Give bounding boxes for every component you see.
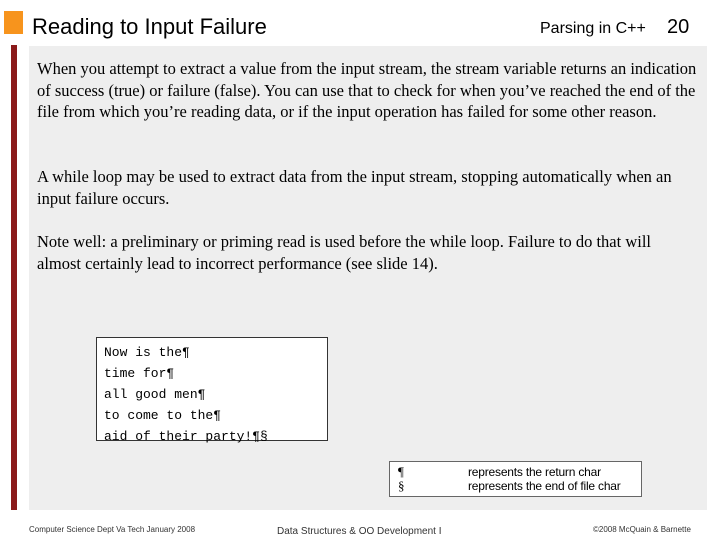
legend-box xyxy=(389,461,642,497)
legend-text-return: represents the return char xyxy=(468,465,601,479)
legend-text-eof: represents the end of file char xyxy=(468,479,621,493)
course-title: Parsing in C++ xyxy=(540,20,646,37)
footer-center: Data Structures & OO Development I xyxy=(277,526,442,537)
code-line: to come to the¶ xyxy=(104,408,222,423)
left-accent-bar xyxy=(11,45,17,510)
slide-number: 20 xyxy=(667,16,690,38)
section-symbol: § xyxy=(398,478,405,493)
input-file-box xyxy=(96,337,328,444)
code-line: time for¶ xyxy=(104,366,175,381)
code-line: Now is the¶ xyxy=(104,345,190,360)
paragraph-2: A while loop may be used to extract data from the input stream, stopping automatically when an input failure occurs. xyxy=(37,167,672,208)
footer-right: ©2008 McQuain & Barnette xyxy=(593,525,691,534)
paragraph-1: When you attempt to extract a value from the input stream, the stream variable returns an indication of success (true) or failure (false). You can use that to check for when you’ve reached the end of the file from which you’re reading data, or if the input operation has failed for some other reason. xyxy=(37,59,697,121)
code-line: all good men¶ xyxy=(104,387,206,402)
accent-square xyxy=(4,11,23,34)
slide-title: Reading to Input Failure xyxy=(32,14,267,39)
pilcrow-symbol: ¶ xyxy=(398,464,404,479)
code-line: aid of their party!¶§ xyxy=(104,429,268,444)
paragraph-3: Note well: a preliminary or priming read is used before the while loop. Failure to do that will almost certainly lead to incorrect performance (see slide 14). xyxy=(37,232,652,273)
footer-left: Computer Science Dept Va Tech January 2008 xyxy=(29,525,196,534)
